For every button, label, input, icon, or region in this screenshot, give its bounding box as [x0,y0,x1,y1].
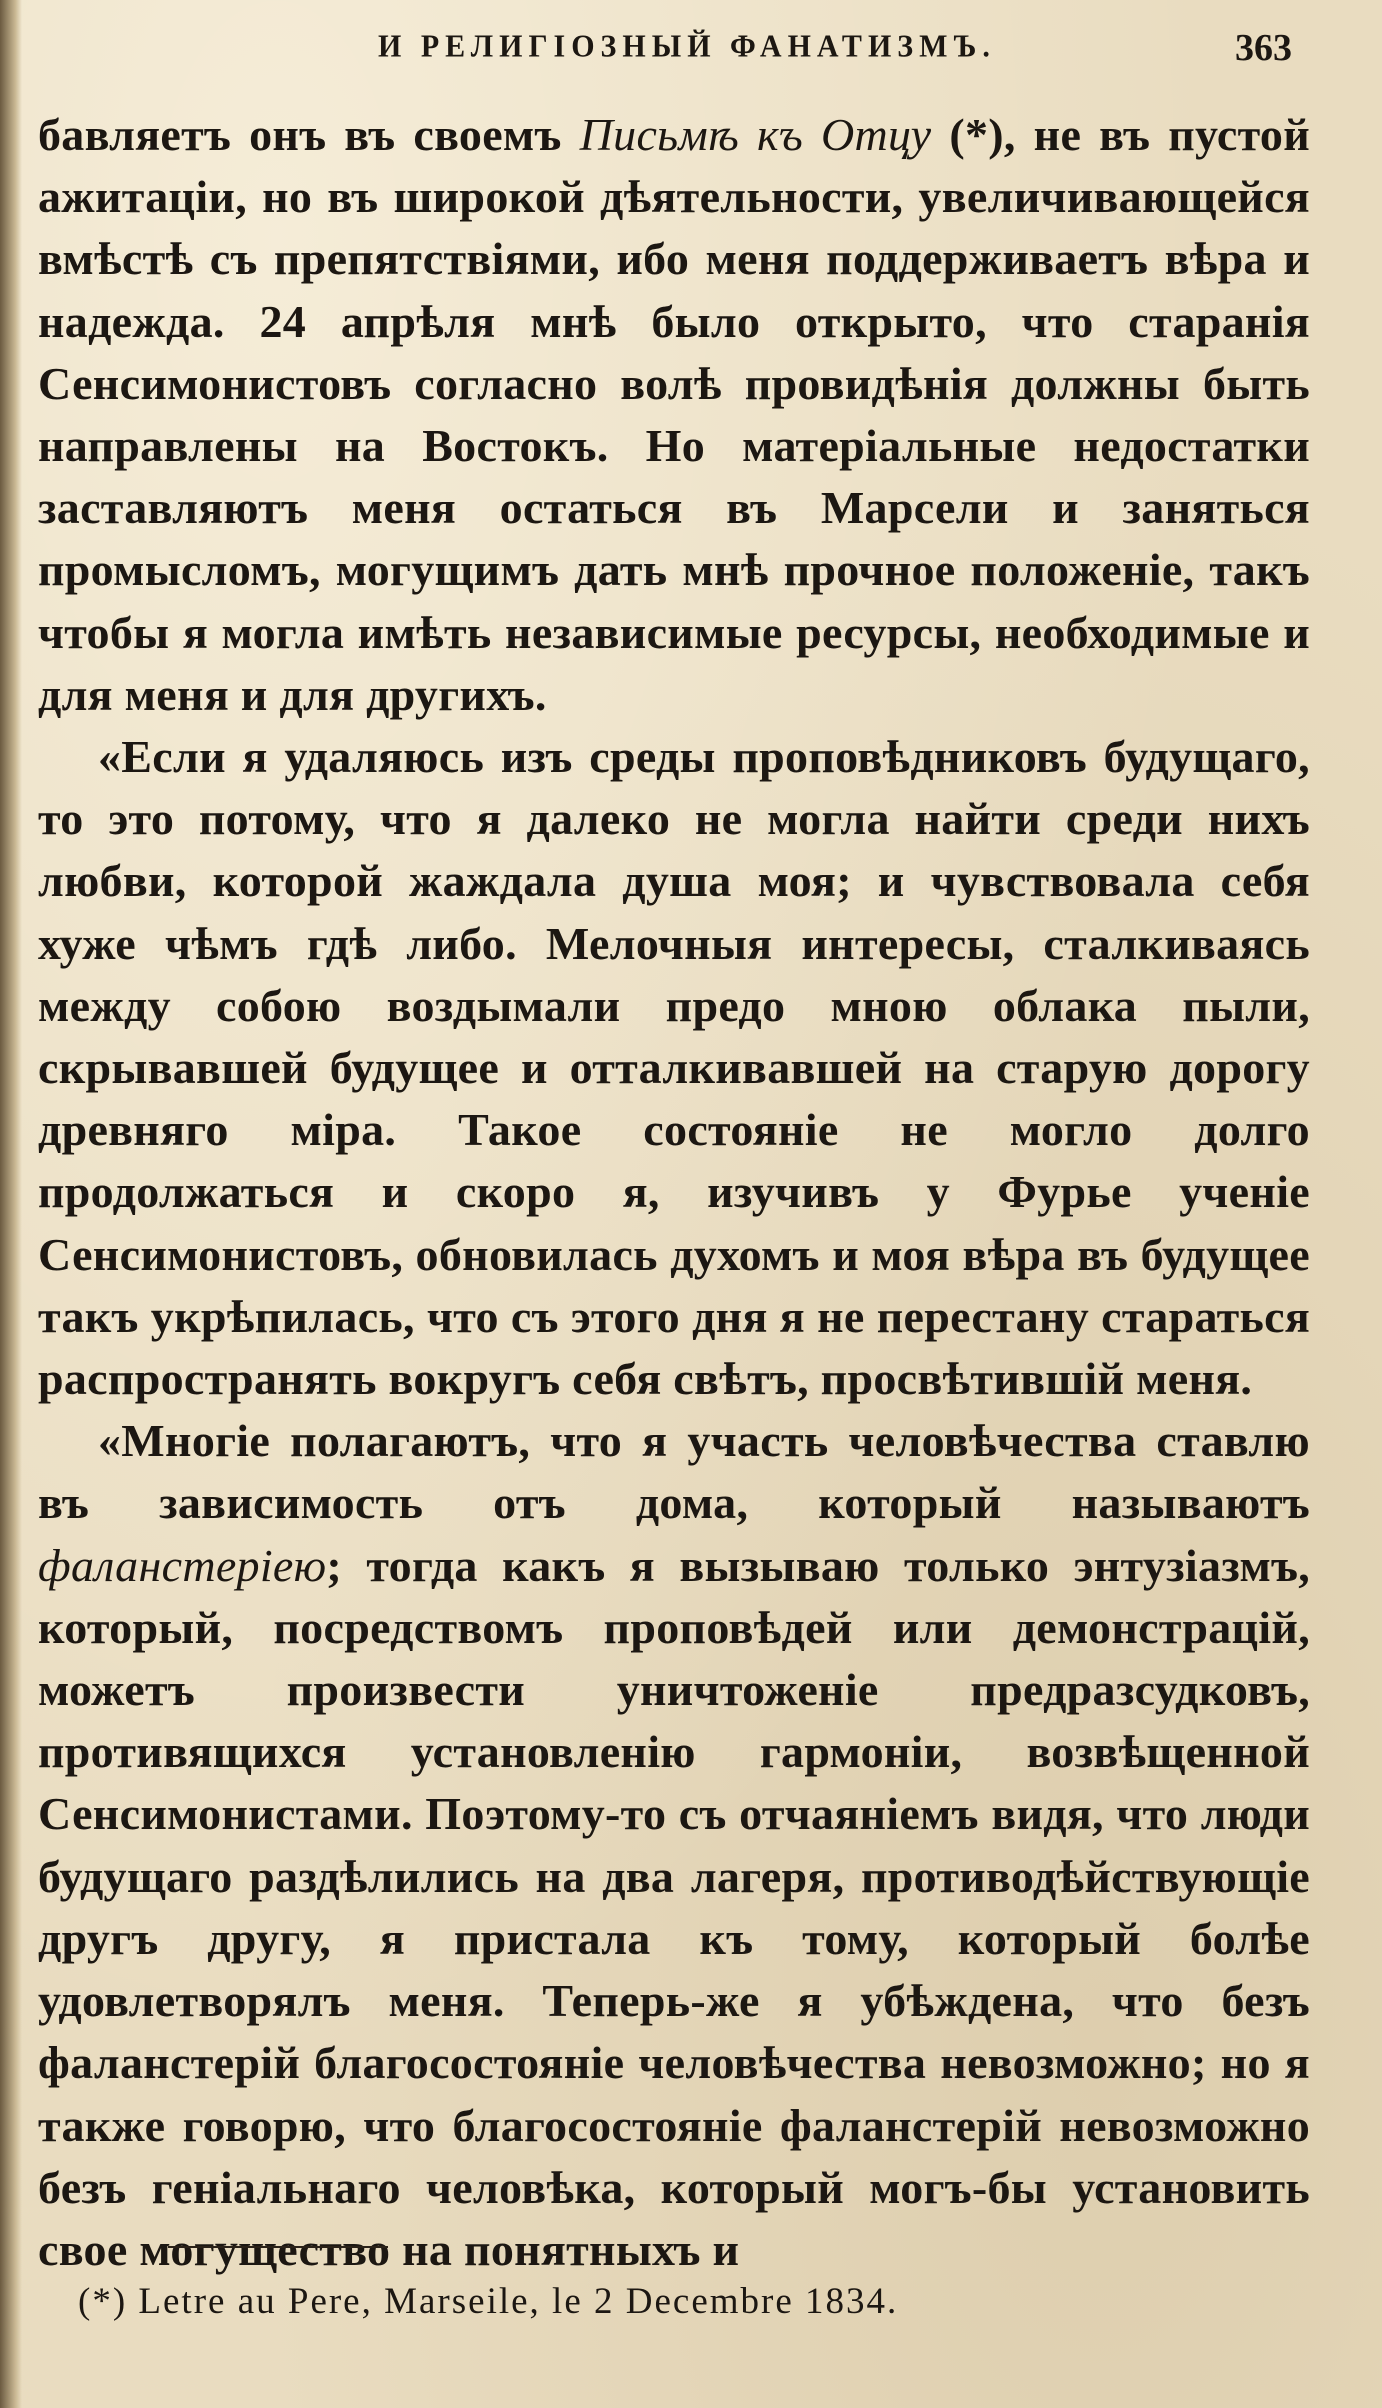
running-head [38,22,1310,80]
paragraph-1-italic-title: Письмѣ къ Отцу [579,109,932,160]
footnote: (*) Letre au Pere, Marseile, le 2 Decembre 1834. [78,2281,899,2322]
paragraph-2-text: «Если я удаляюсь изъ среды проповѣдниковъ будущаго, то это потому, что я далеко не могла найти среди нихъ любви, которой жаждала душа моя; и чувствовала себя хуже чѣмъ гдѣ либо. Мелочныя интересы, сталкиваясь между собою воздымали предо мною облака пыли, скрывавшей будущее и отталкивавшей на старую дорогу древняго міра. Такое состояніе не могло долго продолжаться и скоро я, изучивъ у Фурье ученіе Сенсимонистовъ, обновилась духомъ и моя вѣра въ будущее такъ укрѣпилась, что съ этого дня я не перестану стараться распространять вокругъ себя свѣтъ, просвѣтившій меня. [38,731,1310,1405]
paragraph-1-text-a: бавляетъ онъ въ своемъ [38,109,580,160]
paragraph-3 [38,1410,1310,2281]
paragraph-3-text-a: «Многіе полагаютъ, что я участь человѣчества ставлю въ зависимость отъ дома, который называютъ [38,1415,1310,1529]
body-text [38,104,1310,2281]
paragraph-1 [38,104,1310,726]
footnote-rule [168,2246,388,2248]
page-number: 363 [1235,27,1292,69]
paragraph-3-text-b: ; тогда какъ я вызываю только энтузіазмъ, который, посредствомъ проповѣдей или демонстрацій, можетъ произвести уничтоженіе предразсудковъ, противящихся установленію гармоніи, возвѣщенной Сенсимонистами. Поэтому-то съ отчаяніемъ видя, что люди будущаго раздѣлились на два лагеря, противодѣйствующіе другъ другу, я пристала къ тому, который болѣе удовлетворялъ меня. Теперь-же я убѣждена, что безъ фаланстерій благосостояніе человѣчества невозможно; но я также говорю, что благосостояніе фаланстерій невозможно безъ геніальнаго человѣка, который могъ-бы установить свое могущество на понятныхъ и [38,1539,1310,2275]
paragraph-2 [38,726,1310,1410]
book-page [38,22,1310,2382]
paragraph-1-text-b: (*), не въ пустой ажитаціи, но въ широкой дѣятельности, увеличивающейся вмѣстѣ съ препятствіями, ибо меня поддерживаетъ вѣра и надежда. 24 апрѣля мнѣ было открыто, что старанія Сенсимонистовъ согласно волѣ провидѣнія должны быть направлены на Востокъ. Но матеріальные недостатки заставляютъ меня остаться въ Марсели и заняться промысломъ, могущимъ дать мнѣ прочное положеніе, такъ чтобы я могла имѣть независимые ресурсы, необходимые и для меня и для другихъ. [38,109,1310,720]
paragraph-3-italic-term: фаланстеріею [38,1539,327,1591]
running-title: И РЕЛИГІОЗНЫЙ ФАНАТИЗМЪ. [378,29,996,64]
binding-gutter-shadow [0,0,22,2408]
